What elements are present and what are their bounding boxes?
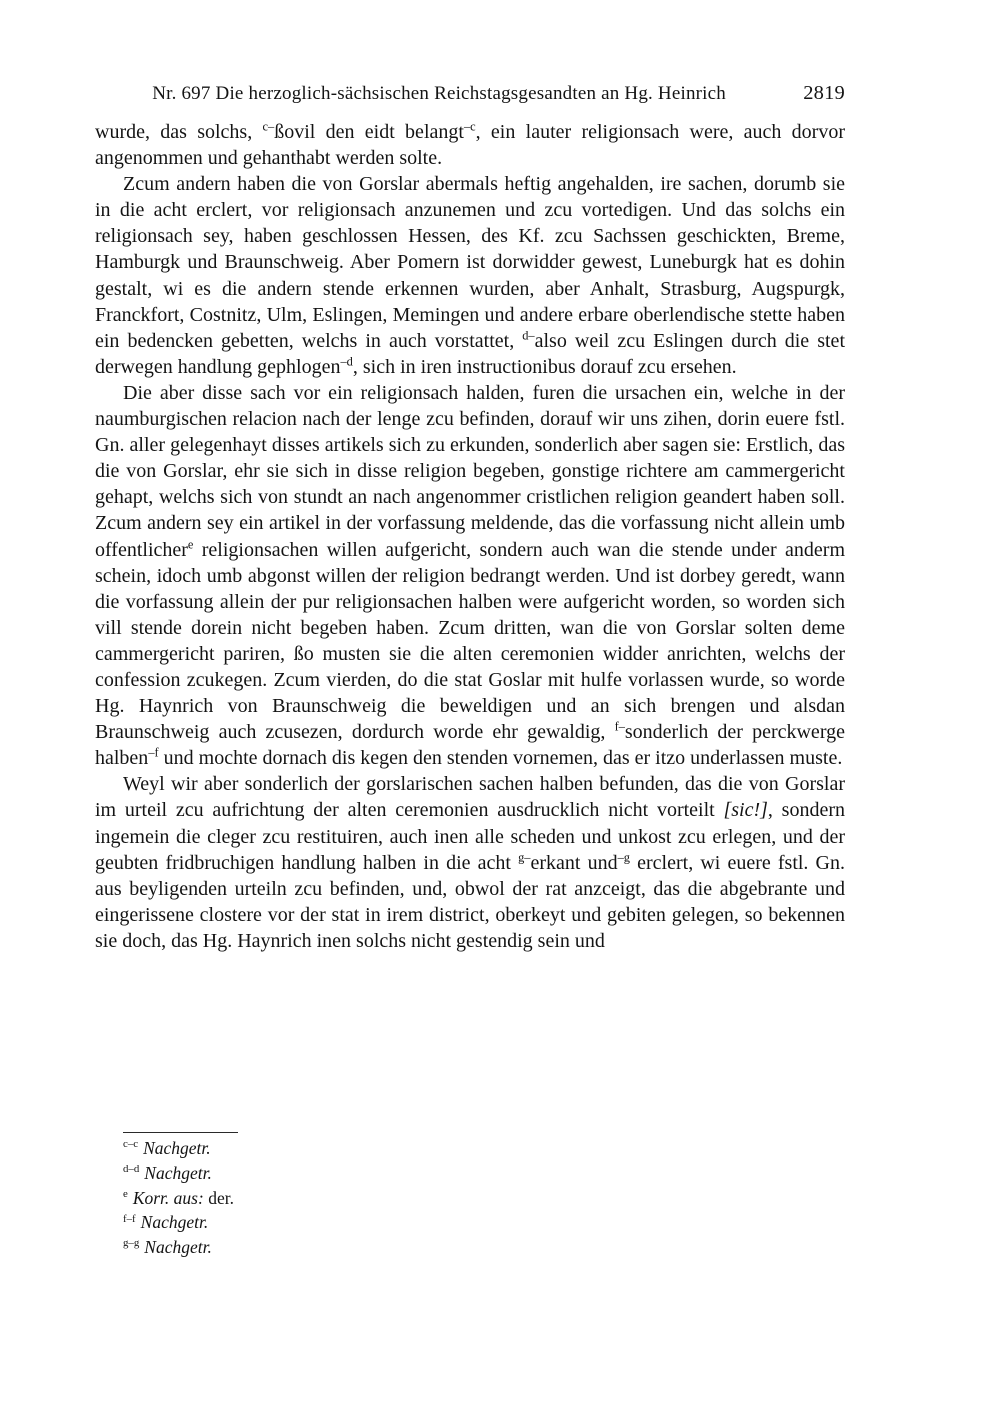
italic-text: [sic!] <box>723 799 768 822</box>
footnote-marker: d–d <box>123 1162 140 1175</box>
text-run: und mochte dornach dis kegen den stenden vornemen, das er itzo underlassen muste. <box>158 747 843 770</box>
paragraph <box>95 119 845 171</box>
footnote <box>95 1186 845 1211</box>
italic-text: Nachgetr. <box>144 1237 212 1258</box>
footnote-marker: g– <box>518 849 531 864</box>
footnote-marker: c– <box>262 119 275 134</box>
footnote <box>95 1161 845 1186</box>
footnote <box>95 1136 845 1161</box>
footnote <box>95 1210 845 1235</box>
running-header-title: Nr. 697 Die herzoglich-sächsischen Reichstagsgesandten an Hg. Heinrich <box>152 83 726 104</box>
footnote <box>95 1235 845 1260</box>
italic-text: Nachgetr. <box>140 1212 209 1233</box>
text-run: Weyl wir aber sonderlich der gorslarischen sachen halben befunden, das die von Gorslar im urteil zcu aufrichtung der alten ceremonien ausdrucklich nicht vorteilt <box>95 773 845 822</box>
paragraph <box>95 380 845 771</box>
footnote-list <box>95 1136 845 1260</box>
italic-text: Nachgetr. <box>143 1138 211 1158</box>
text-run: , ein lauter religionsach were, auch dorvor angenommen und gehanthabt werden solte. <box>95 121 846 170</box>
text-run: erclert, wi euere fstl. Gn. aus beyligenden urteiln zcu befinden, und, obwol der rat anzceigt, das die abgebrante und eingerissene clostere vor der stat in irem district, oberkeyt und gebiten gelegen, so bekennen sie doch, das Hg. Haynrich inen solchs nicht gestendig sein und <box>95 851 845 952</box>
footnote-marker: f– <box>614 719 625 734</box>
footnote-marker: f–f <box>123 1212 136 1225</box>
footnote-marker: –d <box>340 354 353 369</box>
text-run: , sich in iren instructionibus dorauf zcu ersehen. <box>352 355 737 378</box>
paragraph <box>95 771 845 954</box>
text-run: Die aber disse sach vor ein religionsach halden, furen die ursachen ein, welche in der naumburgischen relacion nach der lenge zcu befinden, dorauf wir uns zihen, dorin euere fstl. Gn. aller gelegenhayt disses artikels sich zu erkunden, sonderlich aber sagen sie: Erstlich, das die von Gorslar, ehr sie sich in disse religion begeben, gonstige richtere am cammergericht gehapt, welchs sich von stundt an nach angenommer cristlichen religion geandert haben soll. Zcum andern sey ein artikel in der vorfassung meldende, das die vorfassung nicht allein umb offentlicher <box>95 381 845 561</box>
footnotes-section <box>95 1132 845 1260</box>
body-text-block <box>95 119 845 954</box>
italic-text: Nachgetr. <box>144 1162 212 1183</box>
footnote-marker: –f <box>148 745 159 760</box>
footnote-marker: d– <box>522 328 535 343</box>
footnote-marker: –g <box>617 849 630 864</box>
text-run: also weil zcu Eslingen durch die stet derwegen handlung gephlogen <box>95 329 845 378</box>
text-run: der. <box>203 1187 234 1208</box>
text-run: sonderlich der perckwerge halben <box>95 721 845 770</box>
text-run: wurde, das solchs, <box>95 121 263 143</box>
text-run: erkant und <box>530 851 618 874</box>
footnote-marker: c–c <box>123 1138 139 1151</box>
italic-text: Korr. aus: <box>132 1187 204 1208</box>
page-header <box>95 82 845 105</box>
page-number: 2819 <box>803 82 845 104</box>
footnote-marker: e <box>187 536 194 551</box>
text-run: , sondern ingemein die cleger zcu restituiren, auch inen alle scheden und unkost zcu erlegen, und der geubten fridbruchigen handlung halben in die acht <box>95 799 845 874</box>
footnote-marker: –c <box>463 119 476 134</box>
text-run: religionsachen willen aufgericht, sondern auch wan die stende under anderm schein, idoch umb abgonst willen der religion bedrangt werden. Und ist dorbey geredt, wann die vorfassung allein der pur religionsachen halben were aufgericht worden, so worden sich vill stende dorein nicht begeben haben. Zcum dritten, wan die von Gorslar solten deme cammergericht pariren, ßo musten sie die alten ceremonien widder anrichten, welchs der confession zcukegen. Zcum vierden, do die stat Goslar mit hulfe vorlassen wurde, so worde Hg. Haynrich von Braunschweig die beweldigen und an sich brengen und alsdan Braunschweig auch zcusezen, dordurch worde ehr gewaldig, <box>95 538 845 744</box>
text-run: ßovil den eidt belangt <box>274 121 464 143</box>
footnote-marker: e <box>123 1187 128 1200</box>
paragraph <box>95 171 845 380</box>
footnote-marker: g–g <box>123 1237 140 1250</box>
footnote-separator-rule <box>123 1132 238 1133</box>
text-run: Zcum andern haben die von Gorslar abermals heftig angehalden, ire sachen, dorumb sie in die acht erclert, vor religionsach anzunemen und zcu vortedigen. Und das solchs ein religionsach sey, haben geschlossen Hessen, des Kf. zcu Sachssen geschickten, Breme, Hamburgk und Braunschweig. Aber Pomern ist dorwidder gewest, Luneburgk hat es dohin gestalt, wi es die andern stende erkennen wurden, aber Anhalt, Strasburg, Augspurgk, Franckfort, Costnitz, Ulm, Eslingen, Memingen und andere erbare oberlendische stette haben ein bedencken gebetten, welchs in auch vorstattet, <box>95 173 845 352</box>
